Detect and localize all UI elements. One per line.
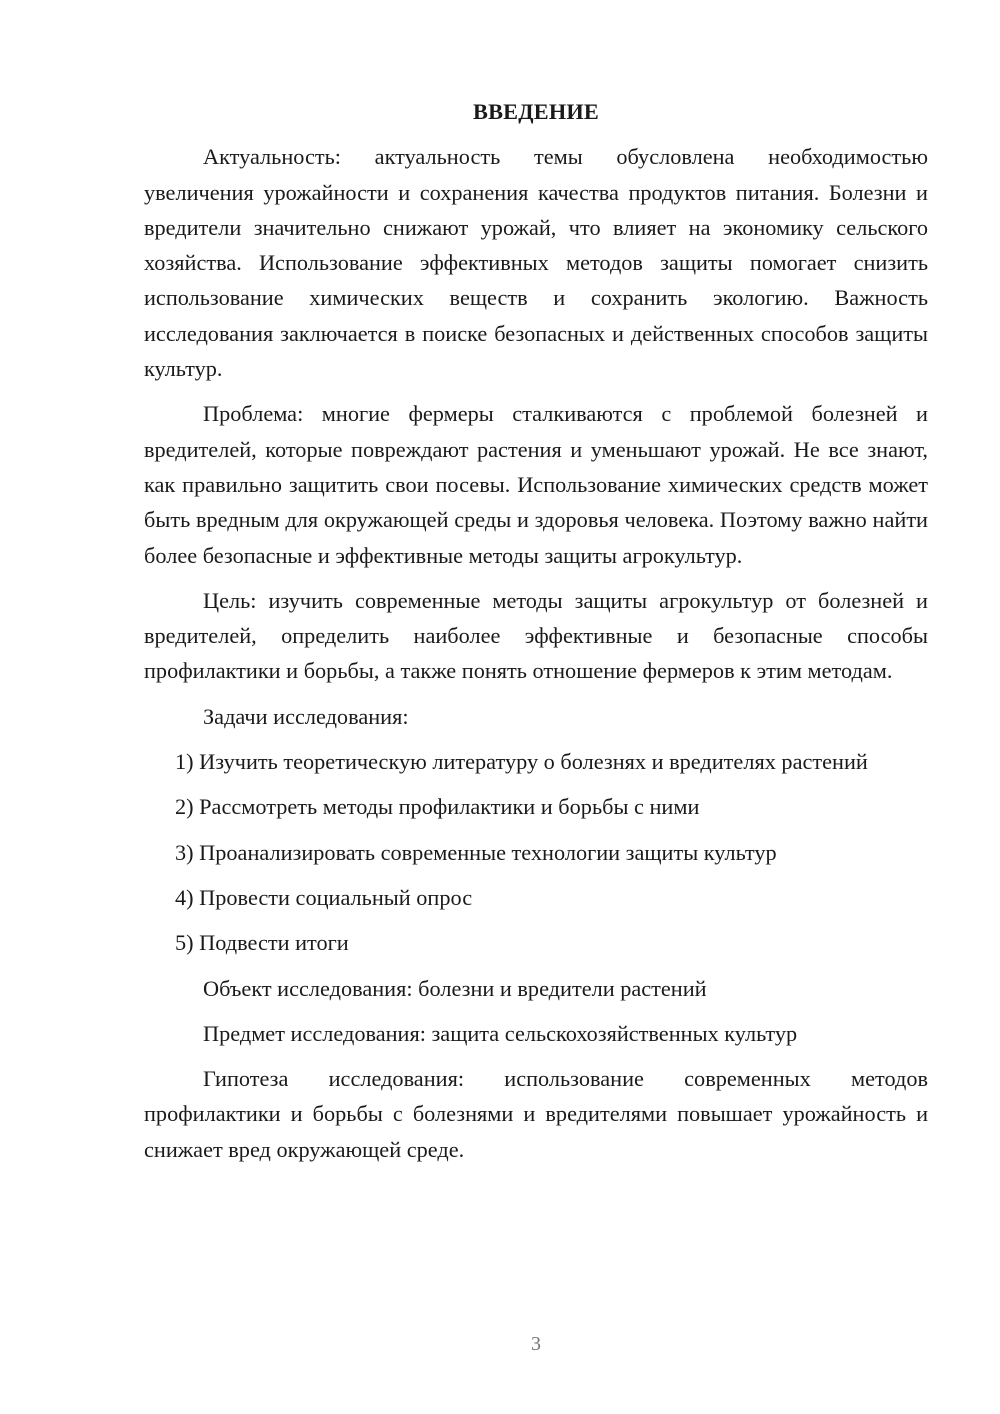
paragraph-object: Объект исследования: болезни и вредители растений bbox=[203, 975, 707, 1001]
task-item-3: 3) Проанализировать современные технологии защиты культур bbox=[175, 839, 777, 865]
page-number: 3 bbox=[531, 1333, 541, 1355]
paragraph-relevance: Актуальность: актуальность темы обусловлена необходимостью увеличения урожайности и сохранения качества продуктов питания. Болезни и вредители значительно снижают урожай, что влияет на экономику сельского хозяйства. Использование эффективных методов защиты помогает снизить использование химических веществ и сохранить экологию. Важность исследования заключается в поиске безопасных и действенных способов защиты культур. bbox=[144, 144, 928, 382]
page-title: ВВЕДЕНИЕ bbox=[473, 99, 599, 124]
paragraph-hypothesis: Гипотеза исследования: использование современных методов профилактики и борьбы с болезнями и вредителями повышает урожайность и снижает вред окружающей среде. bbox=[144, 1066, 928, 1162]
paragraph-subject: Предмет исследования: защита сельскохозяйственных культур bbox=[203, 1020, 798, 1046]
task-item-5: 5) Подвести итоги bbox=[175, 930, 349, 956]
task-item-1: 1) Изучить теоретическую литературу о болезнях и вредителях растений bbox=[175, 749, 868, 775]
task-item-2: 2) Рассмотреть методы профилактики и борьбы с ними bbox=[175, 794, 700, 820]
tasks-heading: Задачи исследования: bbox=[203, 703, 409, 729]
paragraph-problem: Проблема: многие фермеры сталкиваются с проблемой болезней и вредителей, которые повреждают растения и уменьшают урожай. Не все знают, как правильно защитить свои посевы. Использование химических средств может быть вредным для окружающей среды и здоровья человека. Поэтому важно найти более безопасные и эффективные методы защиты агрокультур. bbox=[144, 401, 928, 568]
document-page bbox=[144, 94, 928, 1177]
task-item-4: 4) Провести социальный опрос bbox=[175, 884, 473, 910]
paragraph-goal: Цель: изучить современные методы защиты агрокультур от болезней и вредителей, определить наиболее эффективные и безопасные способы профилактики и борьбы, а также понять отношение фермеров к этим методам. bbox=[144, 587, 928, 684]
